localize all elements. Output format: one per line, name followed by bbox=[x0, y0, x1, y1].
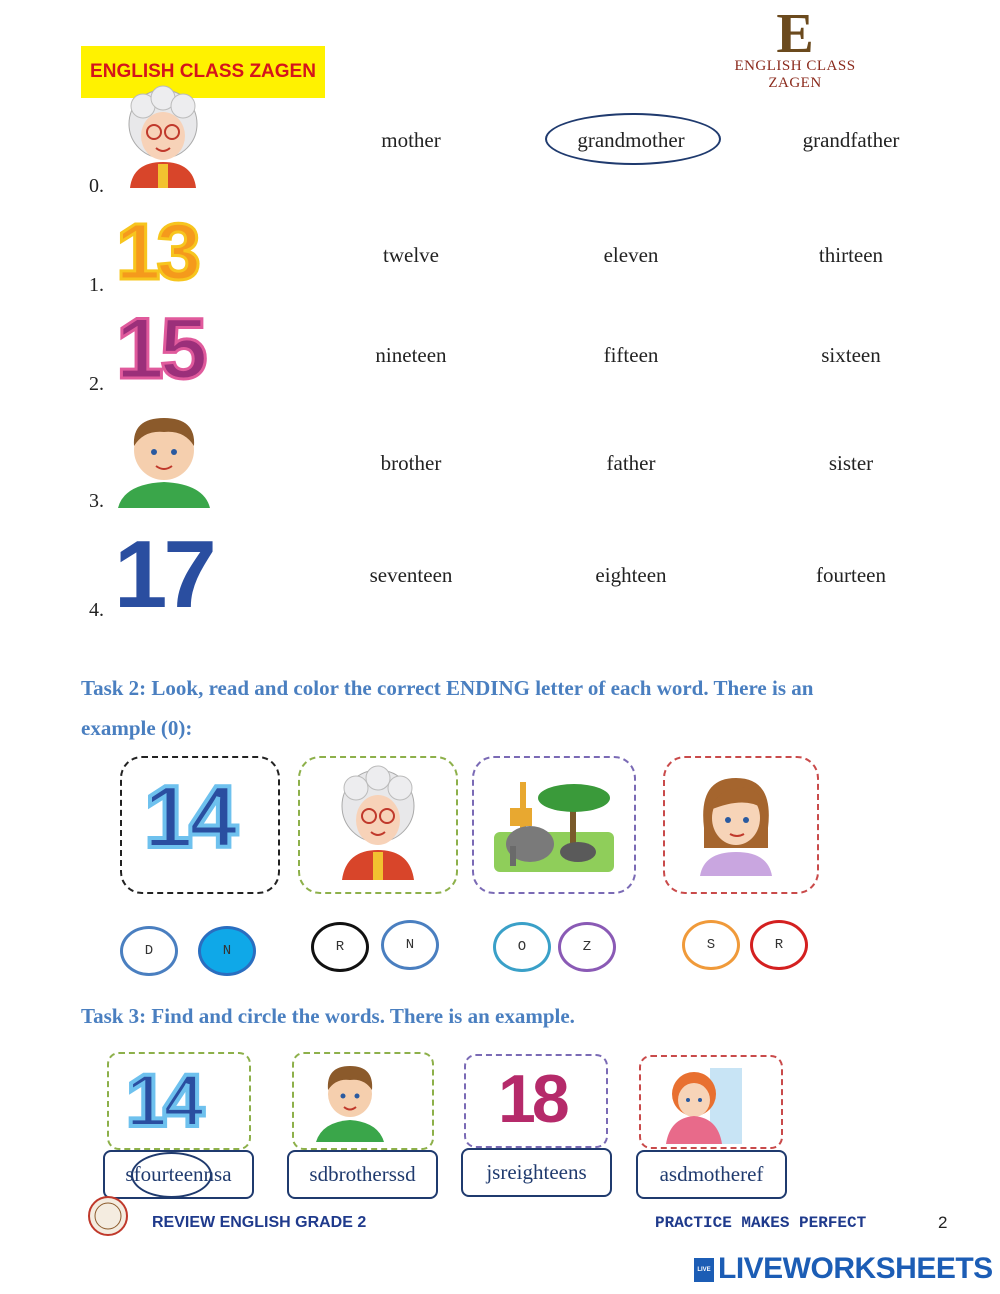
number-18-icon: 18 bbox=[498, 1061, 566, 1137]
task2-title: example (0): bbox=[81, 716, 193, 740]
girl-winter-icon bbox=[660, 1068, 742, 1144]
option-word[interactable]: grandmother bbox=[577, 128, 685, 152]
letter-choice[interactable]: R bbox=[311, 922, 369, 972]
number-14-icon: 14 bbox=[144, 767, 234, 866]
letter-choice[interactable]: S bbox=[682, 920, 740, 970]
option-word[interactable]: nineteen bbox=[375, 343, 447, 367]
brand-badge-icon: LIVE bbox=[694, 1258, 714, 1282]
option-word[interactable]: sister bbox=[828, 451, 874, 475]
option-word[interactable]: fifteen bbox=[603, 343, 659, 367]
option-word[interactable]: eighteen bbox=[595, 563, 667, 587]
logo-letter: E bbox=[776, 3, 814, 65]
logo-text: ENGLISH CLASS ZAGEN bbox=[734, 58, 856, 91]
letter-choice[interactable]: Z bbox=[558, 922, 616, 972]
option-word[interactable]: sixteen bbox=[821, 343, 881, 367]
page-number: 2 bbox=[938, 1213, 948, 1232]
grandmother-icon bbox=[332, 764, 424, 880]
brand-name[interactable]: LIVEWORKSHEETS bbox=[718, 1252, 993, 1285]
word-puzzle-box[interactable]: asdmotheref bbox=[636, 1150, 787, 1199]
row-number: 4. bbox=[89, 599, 104, 621]
option-word[interactable]: grandfather bbox=[802, 128, 900, 152]
logo bbox=[712, 4, 878, 90]
number-14-icon: 14 bbox=[126, 1059, 201, 1142]
footer-motto: PRACTICE MAKES PERFECT bbox=[655, 1214, 867, 1232]
letter-choice-colored[interactable]: N bbox=[198, 926, 256, 976]
number-17-icon: 17 bbox=[114, 521, 213, 628]
letter-choice[interactable]: N bbox=[381, 920, 439, 970]
task3-title: Task 3: Find and circle the words. There is an example. bbox=[81, 1004, 575, 1028]
letter-choice[interactable]: R bbox=[750, 920, 808, 970]
girl-icon bbox=[688, 772, 784, 876]
option-word[interactable]: twelve bbox=[383, 243, 439, 267]
row-number: 1. bbox=[89, 274, 104, 296]
footer-title: REVIEW ENGLISH GRADE 2 bbox=[152, 1214, 367, 1231]
row-number: 0. bbox=[89, 175, 104, 197]
row-number: 3. bbox=[89, 490, 104, 512]
stamp-logo-icon bbox=[87, 1195, 129, 1237]
letter-choice[interactable]: D bbox=[120, 926, 178, 976]
task2-title: Task 2: Look, read and color the correct ENDING letter of each word. There is an bbox=[81, 676, 814, 700]
answer-circle bbox=[131, 1152, 212, 1198]
option-word[interactable]: mother bbox=[381, 128, 441, 152]
grandmother-icon bbox=[118, 84, 208, 188]
number-13-icon: 13 bbox=[116, 207, 197, 296]
option-word[interactable]: fourteen bbox=[816, 563, 886, 587]
boy-icon bbox=[314, 1062, 386, 1142]
row-number: 2. bbox=[89, 373, 104, 395]
header-banner: ENGLISH CLASS ZAGEN bbox=[81, 46, 325, 98]
option-word[interactable]: eleven bbox=[603, 243, 659, 267]
number-15-icon: 15 bbox=[116, 301, 204, 397]
word-puzzle-box[interactable]: jsreighteens bbox=[461, 1148, 612, 1197]
letter-choice[interactable]: O bbox=[493, 922, 551, 972]
word-puzzle-box[interactable]: sdbrotherssd bbox=[287, 1150, 438, 1199]
option-word[interactable]: father bbox=[606, 451, 656, 475]
boy-icon bbox=[114, 410, 214, 508]
option-word[interactable]: thirteen bbox=[818, 243, 884, 267]
option-word[interactable]: brother bbox=[380, 451, 442, 475]
zoo-icon bbox=[494, 772, 614, 872]
word-puzzle-box[interactable]: sfourteennsa bbox=[103, 1150, 254, 1199]
option-word[interactable]: seventeen bbox=[369, 563, 453, 587]
